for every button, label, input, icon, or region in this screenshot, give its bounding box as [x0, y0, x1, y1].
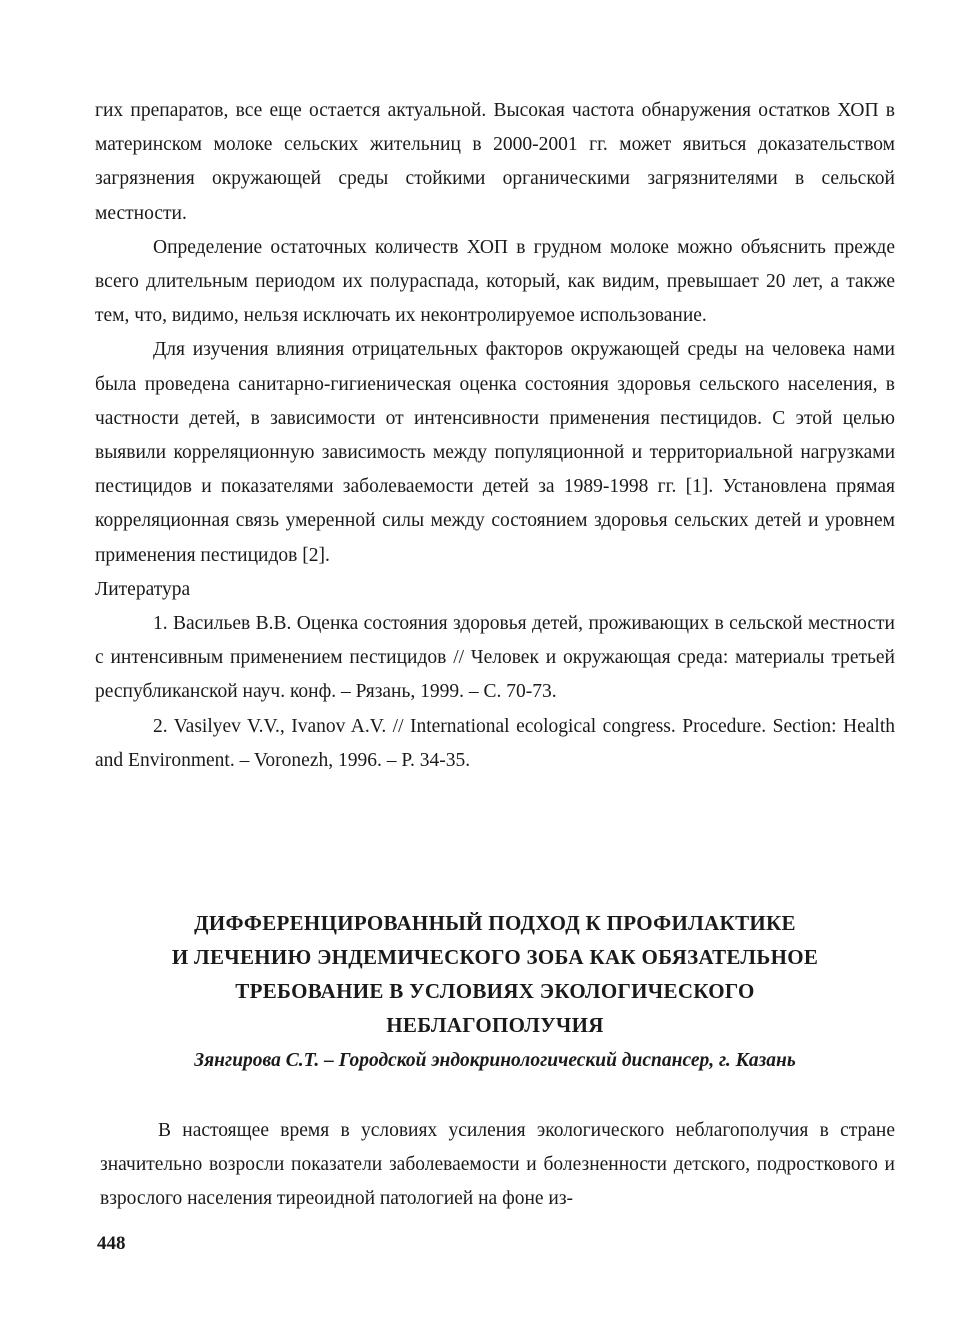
article-title-line-1: ДИФФЕРЕНЦИРОВАННЫЙ ПОДХОД К ПРОФИЛАКТИКЕ — [194, 911, 796, 935]
body-paragraph-3: Для изучения влияния отрицательных факторов окружающей среды на человека нами была проведена санитарно-гигиеническая оценка состояния здоровья сельского населения, в частности детей, в зависимости от интенсивности применения пестицидов. С этой целью выявили корреляционную зависимость между популяционной и территориальной нагрузками пестицидов и показателями заболеваемости детей за 1989-1998 гг. [1]. Установлена прямая корреляционная связь умеренной силы между состоянием здоровья сельских детей и уровнем применения пестицидов [2]. — [95, 339, 895, 566]
article-title-line-4: НЕБЛАГОПОЛУЧИЯ — [386, 1013, 604, 1037]
article-authors: Зянгирова С.Т. – Городской эндокринологический диспансер, г. Казань — [194, 1050, 796, 1071]
article-title-line-2: И ЛЕЧЕНИЮ ЭНДЕМИЧЕСКОГО ЗОБА КАК ОБЯЗАТЕЛЬНОЕ — [171, 945, 819, 969]
reference-item-1: 1. Васильев В.В. Оценка состояния здоровья детей, проживающих в сельской местности с интенсивным применением пестицидов // Человек и окружающая среда: материалы третьей республиканской науч. конф. – Рязань, 1999. – С. 70-73. — [95, 613, 895, 703]
page-number: 448 — [97, 1233, 126, 1254]
reference-item-2: 2. Vasilyev V.V., Ivanov A.V. // International ecological congress. Procedure. Section: Health and Environment. – Voronezh, 1996. – P. 34-35. — [95, 715, 895, 771]
body-paragraph-2: Определение остаточных количеств ХОП в грудном молоке можно объяснить прежде всего длительным периодом их полураспада, который, как видим, превышает 20 лет, а также тем, что, видимо, нельзя исключать их неконтролируемое использование. — [95, 236, 895, 327]
article-title-line-3: ТРЕБОВАНИЕ В УСЛОВИЯХ ЭКОЛОГИЧЕСКОГО — [235, 979, 755, 1003]
main-text-column — [95, 94, 895, 778]
article-intro-paragraph: В настоящее время в условиях усиления экологического неблагополучия в стране значительно возросли показатели заболеваемости и болезненности детского, подросткового и взрослого населения тиреоидной патологией на фоне из- — [100, 1120, 895, 1210]
article-title — [95, 906, 895, 1042]
body-paragraph-1: гих препаратов, все еще остается актуальной. Высокая частота обнаружения остатков ХОП в материнском молоке сельских жительниц в 2000-2001 гг. может явиться доказательством загрязнения окружающей среды стойкими органическими загрязнителями в сельской местности. — [95, 100, 895, 224]
references-heading: Литература — [95, 578, 191, 600]
article-text-column — [100, 1114, 895, 1217]
